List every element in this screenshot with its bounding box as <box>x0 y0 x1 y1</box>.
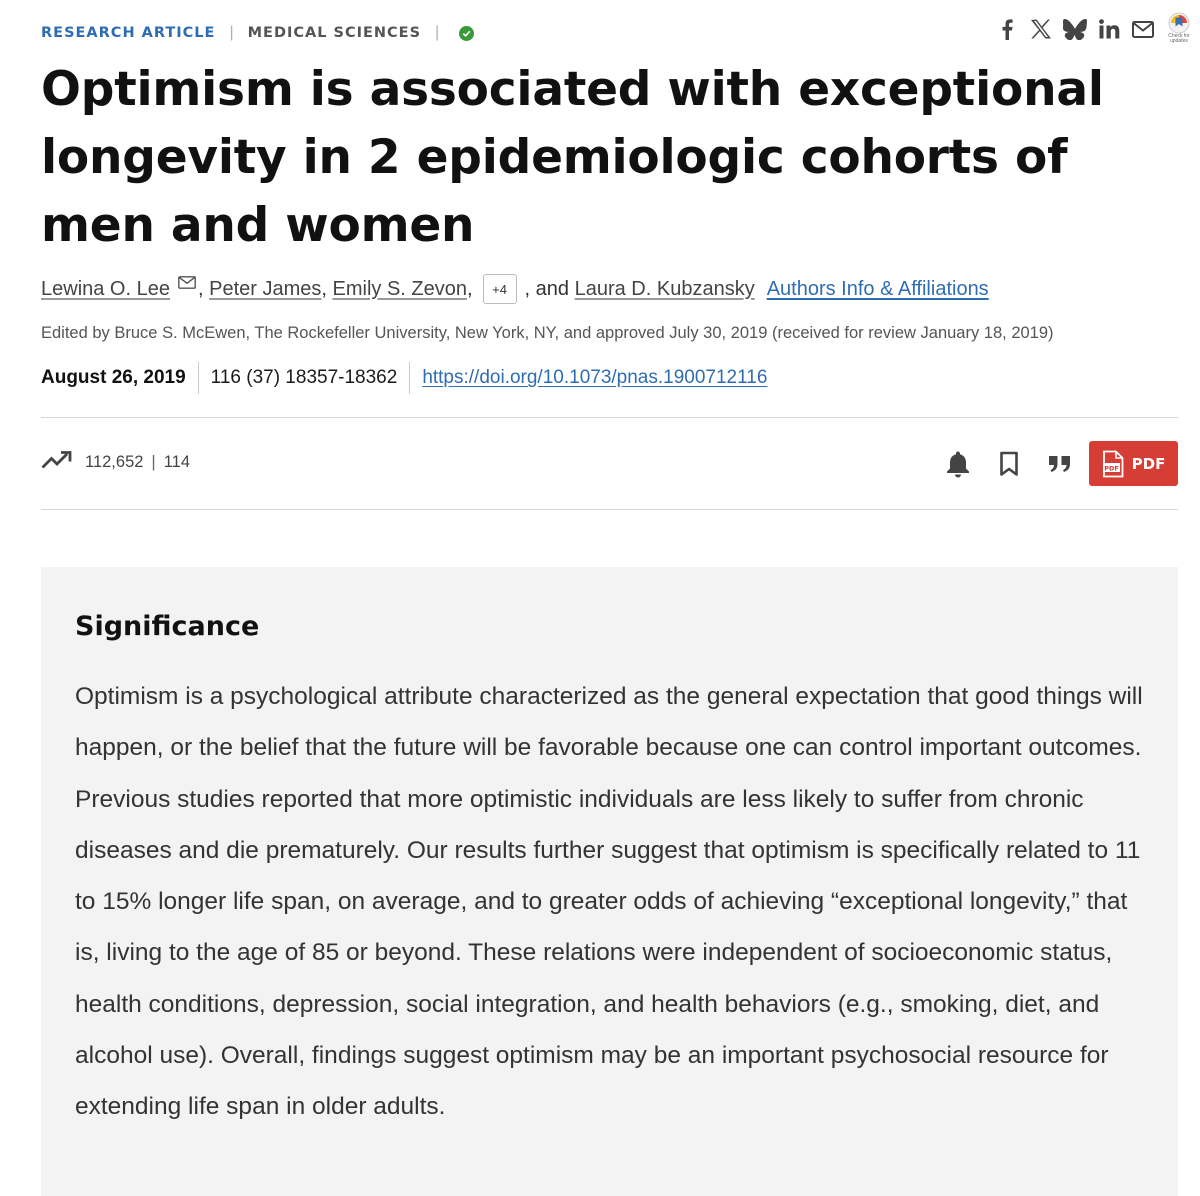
pdf-icon-text: PDF <box>1103 463 1119 472</box>
publication-date: August 26, 2019 <box>41 367 186 388</box>
pdf-file-icon <box>1102 450 1124 478</box>
author-link[interactable]: Laura D. Kubzansky <box>574 277 755 300</box>
divider <box>41 417 1178 418</box>
doi-link[interactable]: https://doi.org/10.1073/pnas.1900712116 <box>422 367 768 388</box>
authors-info-affiliations-link[interactable]: Authors Info & Affiliations <box>766 277 989 300</box>
significance-section <box>41 567 1178 1196</box>
author-link[interactable]: Peter James <box>209 277 322 300</box>
crossmark-logo-icon <box>1168 12 1190 34</box>
publication-meta <box>41 362 767 394</box>
linkedin-icon[interactable] <box>1092 12 1126 46</box>
article-title: Optimism is associated with exceptional longevity in 2 epidemiologic cohorts of men and women <box>41 62 1104 253</box>
email-icon[interactable] <box>1126 12 1160 46</box>
facebook-icon[interactable] <box>990 12 1024 46</box>
volume-issue-pages: 116 (37) 18357-18362 <box>210 367 398 388</box>
more-authors-button[interactable]: +4 <box>483 274 517 304</box>
verified-check-icon <box>459 26 474 41</box>
significance-text: Optimism is a psychological attribute characterized as the general expectation that good things will happen, or the belief that the future will be favorable because one can control important outcomes. Previous studies reported that more optimistic individuals are less likely to suffer from chronic diseases and die prematurely. Our results further suggest that optimism is specifically related to 11 to 15% longer life span, on average, and to greater odds of achieving “exceptional longevity,” that is, living to the age of 85 or beyond. These relations were independent of socioeconomic status, health conditions, depression, social integration, and health behaviors (e.g., smoking, diet, and alcohol use). Overall, findings suggest optimism may be an important psychosocial resource for extending life span in older adults. <box>75 683 1143 1121</box>
divider: | <box>229 24 234 41</box>
pdf-button-label: PDF <box>1131 454 1166 473</box>
edited-by-note: Edited by Bruce S. McEwen, The Rockefeller University, New York, NY, and approved July 30, 2019 (received for review January 18, 2019) <box>41 324 1054 342</box>
divider <box>198 362 199 394</box>
article-type-link[interactable]: RESEARCH ARTICLE <box>41 25 216 41</box>
author-separator: , <box>321 277 327 300</box>
divider: | <box>435 24 440 41</box>
crossmark-text: Check for updates <box>1168 33 1190 44</box>
x-icon[interactable] <box>1024 12 1058 46</box>
bluesky-icon[interactable] <box>1058 12 1092 46</box>
check-for-updates-badge[interactable] <box>1164 12 1194 46</box>
article-metrics[interactable] <box>41 450 190 475</box>
divider <box>41 509 1178 510</box>
views-count: 112,652 <box>85 453 144 471</box>
author-and-text: , and <box>524 277 570 300</box>
author-separator: , <box>197 277 204 300</box>
author-separator: , <box>466 277 473 300</box>
author-link[interactable]: Lewina O. Lee <box>41 277 170 300</box>
author-list <box>41 274 989 304</box>
citations-count: 114 <box>163 453 191 471</box>
trending-up-icon <box>41 450 73 475</box>
alert-bell-icon[interactable] <box>932 442 983 486</box>
article-actions <box>932 441 1178 486</box>
corresponding-author-email-icon[interactable] <box>178 272 196 295</box>
divider <box>409 362 410 394</box>
metrics-separator: | <box>151 453 156 471</box>
author-link[interactable]: Emily S. Zevon <box>332 277 467 300</box>
category-link[interactable]: MEDICAL SCIENCES <box>247 25 422 41</box>
share-bar <box>990 12 1194 46</box>
cite-quote-icon[interactable] <box>1034 442 1085 486</box>
pdf-download-button[interactable] <box>1089 441 1178 486</box>
significance-heading: Significance <box>75 611 260 642</box>
bookmark-icon[interactable] <box>983 442 1034 486</box>
